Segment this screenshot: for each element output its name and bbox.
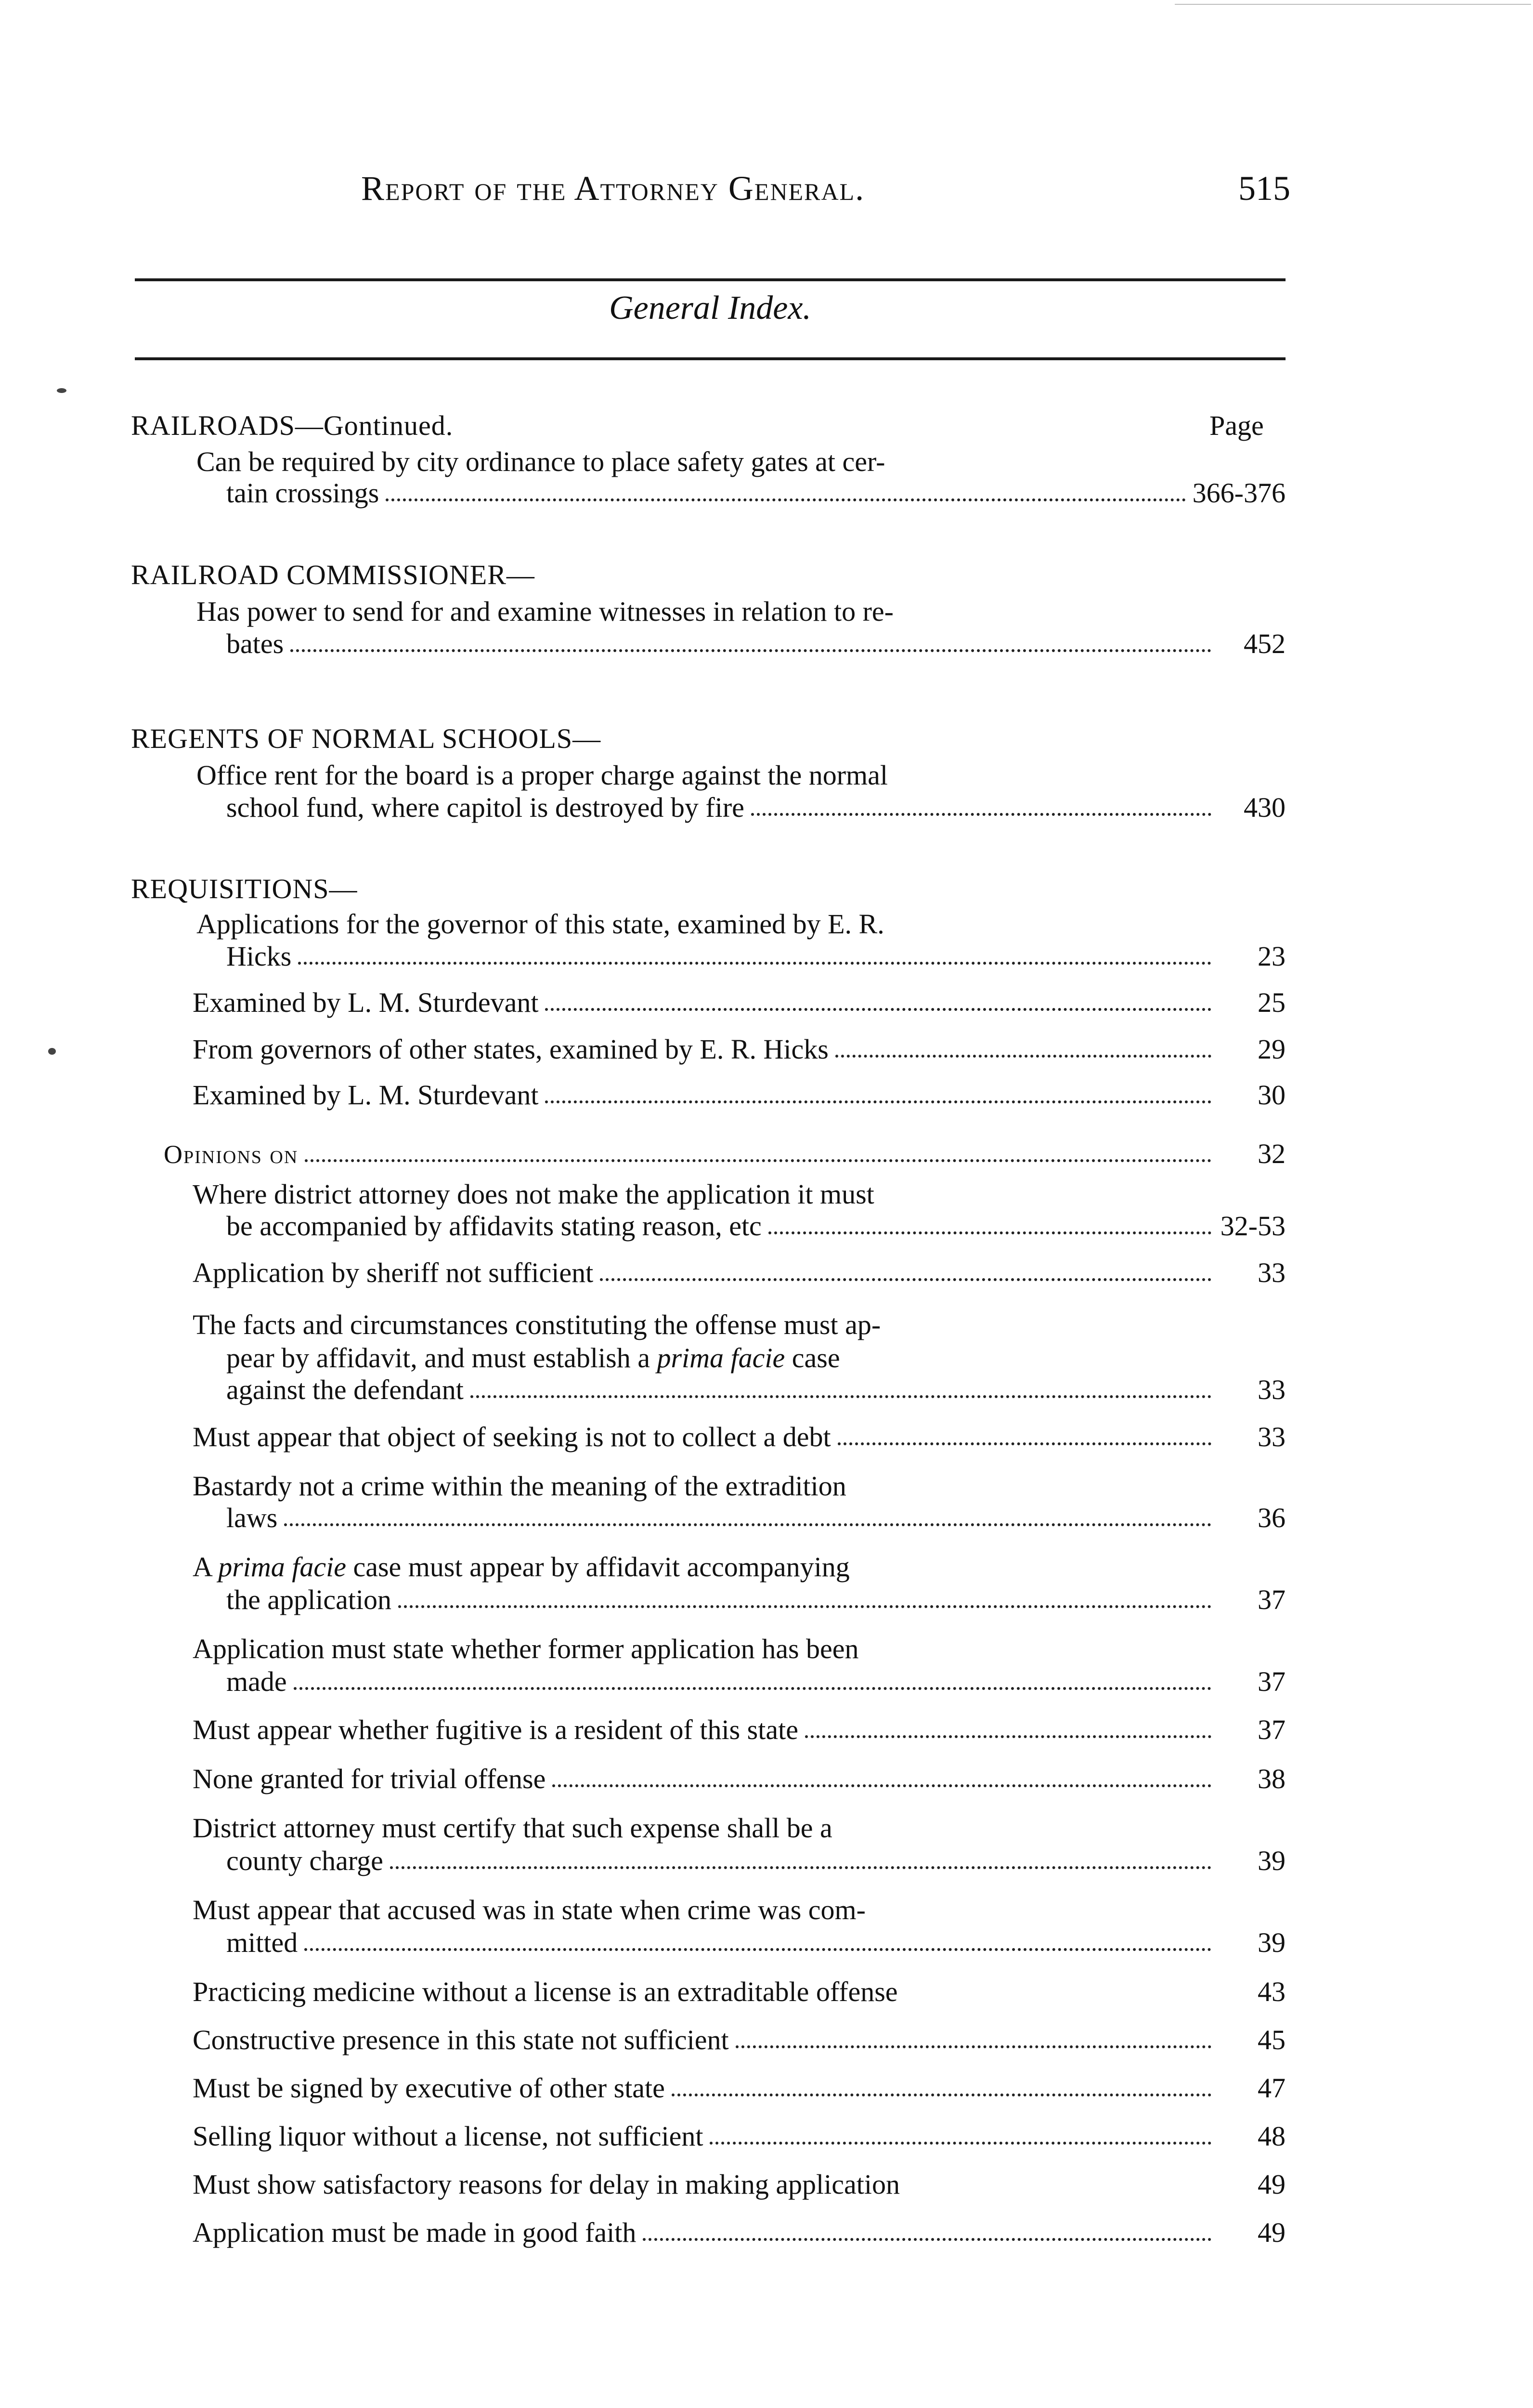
page-column-label: Page — [1209, 410, 1264, 441]
index-entry-text: Examined by L. M. Sturdevant — [193, 987, 539, 1018]
page-reference: 38 — [1258, 1763, 1286, 1794]
index-entry-text: Application by sheriff not sufficient — [193, 1257, 594, 1288]
dot-leader — [768, 1231, 1211, 1234]
page-reference: 43 — [1258, 1976, 1286, 2007]
dot-leader — [294, 1687, 1211, 1690]
subheading-label: Opinions on — [164, 1140, 299, 1169]
running-title: Report of the Attorney General. — [361, 169, 865, 208]
ink-speck — [57, 388, 66, 393]
dot-leader — [805, 1735, 1211, 1738]
index-entry — [226, 1845, 1286, 1877]
index-subheading — [164, 1138, 1286, 1170]
index-entry-text: bates — [226, 628, 284, 659]
dot-leader — [470, 1395, 1211, 1398]
page-reference: 37 — [1258, 1666, 1286, 1697]
page-reference: 37 — [1258, 1584, 1286, 1615]
page-reference: 33 — [1258, 1374, 1286, 1405]
page-reference: 29 — [1258, 1034, 1286, 1065]
dot-leader — [305, 1159, 1211, 1162]
italic-phrase: prima facie — [657, 1342, 785, 1374]
page-reference: 33 — [1258, 1257, 1286, 1288]
index-entry-text: Must appear whether fugitive is a resident of this state — [193, 1714, 798, 1745]
index-entry-text — [226, 1342, 840, 1374]
page-reference: 452 — [1244, 628, 1286, 659]
running-head — [135, 169, 1290, 222]
dot-leader — [600, 1278, 1211, 1281]
index-entry — [193, 2024, 1286, 2056]
index-entry-text: None granted for trivial offense — [193, 1763, 546, 1794]
index-entry-text: Must appear that object of seeking is not to collect a debt — [193, 1421, 831, 1453]
index-entry-text: mitted — [226, 1927, 298, 1958]
index-entry-text: Where district attorney does not make the application it must — [193, 1178, 874, 1210]
index-heading: REGENTS OF NORMAL SCHOOLS— — [131, 723, 601, 754]
index-entry-text: county charge — [226, 1845, 383, 1876]
index-entry — [226, 1502, 1286, 1534]
page-reference: 49 — [1258, 2217, 1286, 2248]
index-entry-text: Application must state whether former application has been — [193, 1633, 859, 1664]
index-entry-text: Examined by L. M. Sturdevant — [193, 1079, 539, 1111]
page-reference: 33 — [1258, 1421, 1286, 1453]
page-reference: 430 — [1244, 792, 1286, 823]
page-reference: 32 — [1258, 1138, 1286, 1169]
scan-edge-mark — [1175, 4, 1531, 5]
dot-leader — [304, 1948, 1211, 1951]
index-entry-text: Must show satisfactory reasons for delay in making application — [193, 2169, 900, 2200]
index-entry — [193, 1256, 1286, 1289]
dot-leader — [390, 1866, 1211, 1869]
header-rule-top — [135, 278, 1286, 281]
index-entry-text: From governors of other states, examined by E. R. Hicks — [193, 1034, 829, 1065]
page-reference: 48 — [1258, 2120, 1286, 2152]
index-entry — [226, 1926, 1286, 1959]
index-entry — [193, 1033, 1286, 1065]
page-reference: 45 — [1258, 2024, 1286, 2055]
page-reference: 23 — [1258, 941, 1286, 972]
dot-leader — [545, 1100, 1211, 1103]
index-entry-text: Has power to send for and examine witnesses in relation to re- — [196, 596, 894, 627]
index-entry-text: Selling liquor without a license, not sufficient — [193, 2120, 703, 2152]
index-entry-text: laws — [226, 1502, 278, 1533]
index-entry — [193, 2216, 1286, 2249]
index-entry-text: Can be required by city ordinance to place safety gates at cer- — [196, 446, 885, 477]
index-entry-text: Applications for the governor of this state, examined by E. R. — [196, 908, 884, 940]
index-entry — [193, 1079, 1286, 1111]
dot-leader — [736, 2045, 1211, 2048]
index-entry — [193, 1421, 1286, 1453]
dot-leader — [710, 2142, 1211, 2145]
index-entry-text: Bastardy not a crime within the meaning of the extradition — [193, 1470, 846, 1502]
page-reference: 30 — [1258, 1079, 1286, 1111]
page-reference: 36 — [1258, 1502, 1286, 1533]
page-reference: 32-53 — [1220, 1210, 1286, 1242]
index-entry-text: Constructive presence in this state not sufficient — [193, 2024, 729, 2055]
index-entry-text: the application — [226, 1584, 392, 1615]
index-entry — [193, 986, 1286, 1019]
index-entry — [226, 1665, 1286, 1698]
header-rule-bottom — [135, 357, 1286, 360]
index-entry — [193, 2168, 1286, 2200]
index-entry-text: Office rent for the board is a proper charge against the normal — [196, 759, 888, 791]
index-entry — [226, 1584, 1286, 1616]
page-reference: 47 — [1258, 2072, 1286, 2104]
text-run: A — [193, 1551, 219, 1583]
index-entry — [193, 2072, 1286, 2104]
dot-leader — [838, 1442, 1211, 1445]
text-run: pear by affidavit, and must establish a — [226, 1342, 657, 1374]
index-entry-text: District attorney must certify that such expense shall be a — [193, 1812, 832, 1844]
section-title: General Index. — [609, 289, 811, 327]
index-entry — [193, 1714, 1286, 1746]
dot-leader — [552, 1784, 1211, 1787]
index-entry-text: The facts and circumstances constituting the offense must ap- — [193, 1309, 881, 1340]
index-heading: REQUISITIONS— — [131, 873, 358, 904]
index-entry-text: Application must be made in good faith — [193, 2217, 637, 2248]
index-entry-text: tain crossings — [226, 477, 379, 509]
index-entry-text: Hicks — [226, 941, 292, 972]
dot-leader — [284, 1523, 1211, 1526]
index-entry-text: against the defendant — [226, 1374, 464, 1405]
index-entry-text: be accompanied by affidavits stating reason, etc — [226, 1210, 762, 1242]
text-run: case — [785, 1342, 840, 1374]
dot-leader — [386, 498, 1185, 501]
index-entry-text: school fund, where capitol is destroyed by fire — [226, 792, 744, 823]
index-heading: RAILROADS—Gontinued. — [131, 410, 454, 441]
page-reference: 25 — [1258, 987, 1286, 1018]
index-entry-text: made — [226, 1666, 287, 1697]
index-entry-text: Must be signed by executive of other state — [193, 2072, 665, 2104]
index-entry-text: Practicing medicine without a license is an extraditable offense — [193, 1976, 898, 2007]
index-entry — [193, 1976, 1286, 2008]
italic-phrase: prima facie — [218, 1551, 346, 1583]
page-reference: 39 — [1258, 1927, 1286, 1958]
page-number: 515 — [1238, 169, 1290, 208]
index-entry — [193, 1763, 1286, 1795]
index-entry — [226, 1210, 1286, 1242]
index-entry — [226, 940, 1286, 972]
dot-leader — [672, 2094, 1211, 2096]
page-reference: 366-376 — [1192, 477, 1286, 509]
dot-leader — [643, 2238, 1211, 2241]
dot-leader — [298, 962, 1211, 965]
dot-leader — [398, 1605, 1211, 1608]
index-entry — [226, 477, 1286, 509]
page-reference: 39 — [1258, 1845, 1286, 1876]
page-reference: 37 — [1258, 1714, 1286, 1745]
index-entry — [226, 1374, 1286, 1406]
index-heading: RAILROAD COMMISSIONER— — [131, 559, 535, 590]
ink-speck — [48, 1048, 56, 1055]
index-entry-text — [193, 1551, 850, 1583]
dot-leader — [835, 1055, 1211, 1058]
index-entry — [226, 628, 1286, 660]
dot-leader — [545, 1008, 1211, 1011]
index-entry-text: Must appear that accused was in state when crime was com- — [193, 1894, 866, 1925]
index-entry — [226, 791, 1286, 824]
page-reference: 49 — [1258, 2169, 1286, 2200]
index-entry — [193, 2120, 1286, 2152]
text-run: case must appear by affidavit accompanying — [346, 1551, 850, 1583]
dot-leader — [290, 649, 1211, 652]
dot-leader — [751, 813, 1211, 816]
